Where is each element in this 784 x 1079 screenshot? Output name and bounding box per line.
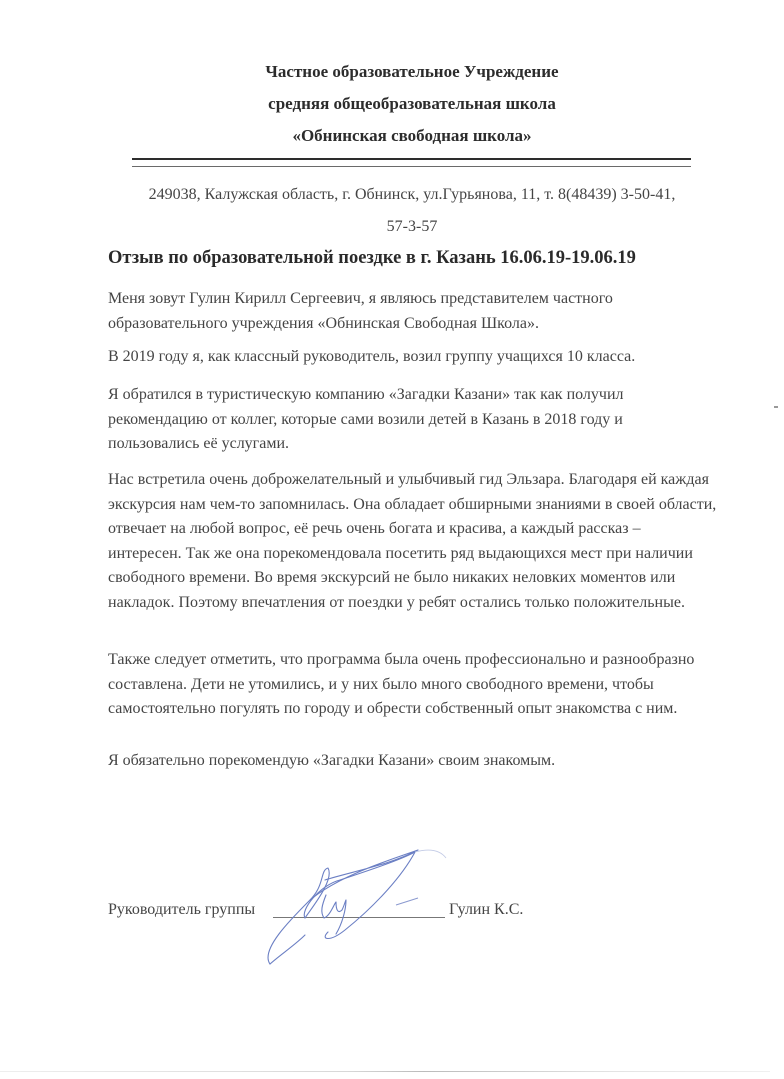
letterhead-line-1: Частное образовательное Учреждение (265, 62, 559, 81)
paragraph-program: Также следует отметить, что программа была очень профессионально и разнообразно составлена. Дети не утомились, и у них было много свободного времени, чтобы самостоятельно погулять по городу и обрести собственный опыт знакомства с ним. (108, 651, 695, 717)
scan-artifact-line (0, 1071, 770, 1072)
paragraph-guide: Нас встретила очень доброжелательный и улыбчивый гид Эльзара. Благодаря ей каждая экскурсия нам чем-то запомнилась. Она обладает обширными знаниями в своей области, отвечает на любой вопрос, её речь очень богата и красива, а каждый рассказ – интересен. Так же она порекомендовала посетить ряд выдающихся мест при наличии свободного времени. Во время экскурсий не было никаких неловких моментов или накладок. Поэтому впечатления от поездки у ребят остались только положительные. (108, 471, 717, 611)
paragraph-company: Я обратился в туристическую компанию «Загадки Казани» так как получил рекомендацию от коллег, которые сами возили детей в Казань в 2018 году и пользовались её услугами. (108, 386, 624, 452)
header-divider-thick (132, 158, 691, 160)
document-title: Отзыв по образовательной поездке в г. Казань 16.06.19-19.06.19 (108, 248, 636, 268)
address-line-1: 249038, Калужская область, г. Обнинск, ул.Гурьянова, 11, т. 8(48439) 3-50-41, (148, 186, 676, 203)
signature-label: Руководитель группы (108, 901, 256, 918)
letterhead-line-2: средняя общеобразовательная школа (268, 94, 556, 113)
address-line-2: 57-3-57 (386, 218, 438, 235)
scan-edge-mark (774, 406, 778, 408)
header-divider-thin (132, 166, 691, 167)
handwritten-signature (250, 840, 450, 970)
paragraph-introduction: Меня зовут Гулин Кирилл Сергеевич, я являюсь представителем частного образовательного учреждения «Обнинская Свободная Школа». (108, 290, 613, 332)
paragraph-recommendation: Я обязательно порекомендую «Загадки Казани» своим знакомым. (108, 752, 556, 769)
letterhead-school-name: «Обнинская свободная школа» (292, 126, 532, 145)
signatory-name: Гулин К.С. (449, 901, 524, 918)
paragraph-group: В 2019 году я, как классный руководитель, возил группу учащихся 10 класса. (108, 348, 636, 365)
